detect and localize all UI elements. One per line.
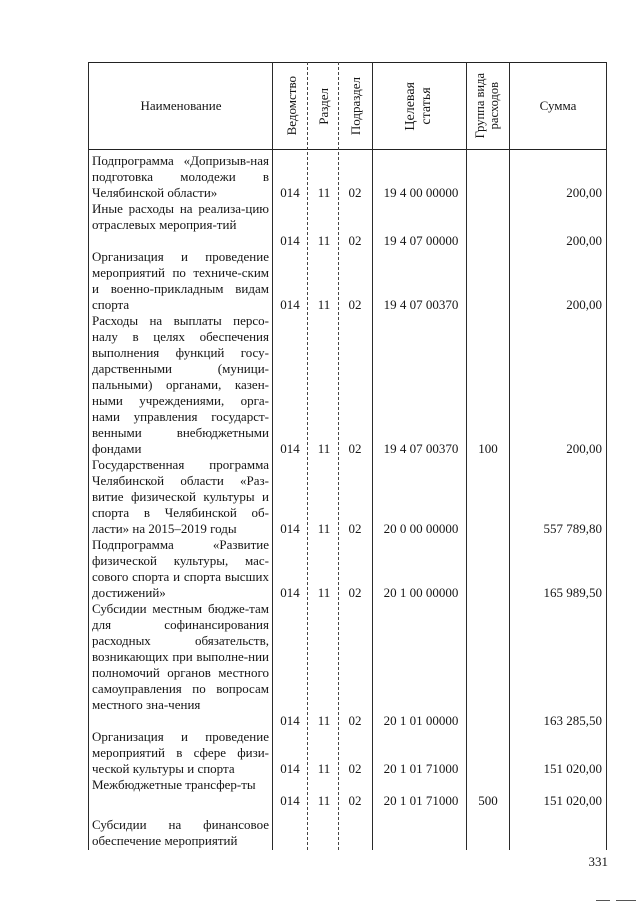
row-sum: 200,00 [566, 185, 602, 200]
row-section: 11 [317, 233, 331, 248]
row-name: Субсидии местным бюдже-там для софинансирования расходных обязательств, возникающих при выполне-нии полномочий органов местного самоуправления по вопросам местного зна-чения [92, 601, 269, 712]
row-sum: 163 285,50 [543, 713, 602, 728]
row-sum: 200,00 [566, 441, 602, 456]
row-name: Подпрограмма «Развитие физической культуры, мас-сового спорта и спорта высших достижений» [92, 537, 269, 600]
row-sum: 165 989,50 [543, 585, 602, 600]
header-subsection [341, 63, 371, 149]
row-dept: 014 [280, 521, 300, 536]
header-sum-label: Сумма [539, 98, 577, 113]
row-name: Субсидии на финансовое обеспечение мероприятий [92, 817, 269, 848]
row-name: Государственная программа Челябинской области «Раз-витие физической культуры и спорта в Челябинской об-ласти» на 2015–2019 годы [92, 457, 269, 536]
grid-line [272, 62, 273, 850]
header-group-label: Группа вида расходов [473, 73, 501, 139]
row-subsection: 02 [348, 185, 362, 200]
row-section: 11 [317, 713, 331, 728]
row-dept: 014 [280, 713, 300, 728]
row-target: 20 1 00 00000 [383, 585, 459, 600]
row-sum: 151 020,00 [543, 761, 602, 776]
row-section: 11 [317, 185, 331, 200]
row-group: 100 [478, 441, 498, 456]
row-section: 11 [317, 521, 331, 536]
row-target: 19 4 00 00000 [383, 185, 459, 200]
scan-mark [596, 900, 610, 901]
row-subsection: 02 [348, 713, 362, 728]
row-name: Организация и проведение мероприятий по техниче-ским и военно-прикладным видам спорта [92, 249, 269, 312]
grid-line [88, 62, 89, 850]
row-subsection: 02 [348, 585, 362, 600]
table-header [88, 62, 606, 150]
row-subsection: 02 [348, 297, 362, 312]
header-target [374, 63, 464, 149]
grid-line [372, 62, 373, 850]
row-sum: 557 789,80 [543, 521, 602, 536]
row-sum: 151 020,00 [543, 793, 602, 808]
row-target: 20 1 01 00000 [383, 713, 459, 728]
header-subsection-label: Подраздел [348, 76, 363, 136]
grid-line [307, 62, 308, 850]
row-sum: 200,00 [566, 233, 602, 248]
header-dept [278, 63, 306, 149]
header-target-label: Целевая статья [403, 81, 434, 131]
row-section: 11 [317, 761, 331, 776]
row-dept: 014 [280, 233, 300, 248]
row-dept: 014 [280, 297, 300, 312]
row-target: 19 4 07 00000 [383, 233, 459, 248]
row-section: 11 [317, 297, 331, 312]
row-target: 20 1 01 71000 [383, 793, 459, 808]
row-subsection: 02 [348, 441, 362, 456]
row-section: 11 [317, 585, 331, 600]
scan-mark [616, 900, 636, 901]
header-dept-label: Ведомство [284, 76, 299, 136]
row-subsection: 02 [348, 233, 362, 248]
row-name: Иные расходы на реализа-цию отраслевых мероприя-тий [92, 201, 269, 232]
row-dept: 014 [280, 585, 300, 600]
grid-line [606, 62, 607, 850]
row-name: Организация и проведение мероприятий в сфере физи-ческой культуры и спорта [92, 729, 269, 776]
row-dept: 014 [280, 793, 300, 808]
row-name: Подпрограмма «Допризыв-ная подготовка молодежи в Челябинской области» [92, 153, 269, 200]
row-section: 11 [317, 793, 331, 808]
header-section [309, 63, 339, 149]
row-target: 20 1 01 71000 [383, 761, 459, 776]
row-dept: 014 [280, 761, 300, 776]
header-section-label: Раздел [316, 87, 331, 125]
row-dept: 014 [280, 441, 300, 456]
header-name [88, 63, 274, 149]
row-sum: 200,00 [566, 297, 602, 312]
row-subsection: 02 [348, 761, 362, 776]
row-subsection: 02 [348, 793, 362, 808]
page-number: 331 [588, 854, 608, 869]
row-name: Межбюджетные трансфер-ты [92, 777, 256, 792]
header-sum [510, 63, 606, 149]
header-group [466, 63, 508, 149]
row-target: 19 4 07 00370 [383, 441, 459, 456]
header-name-label: Наименование [140, 98, 222, 113]
row-subsection: 02 [348, 521, 362, 536]
row-name: Расходы на выплаты персо-налу в целях обеспечения выполнения функций госу-дарственными (муници-пальными) органами, казен-ными учреждениями, орга-нами управления государст-венными внебюджетными фондами [92, 313, 269, 456]
row-group: 500 [478, 793, 498, 808]
row-target: 19 4 07 00370 [383, 297, 459, 312]
row-dept: 014 [280, 185, 300, 200]
row-section: 11 [317, 441, 331, 456]
row-target: 20 0 00 00000 [383, 521, 459, 536]
grid-line [338, 62, 339, 850]
